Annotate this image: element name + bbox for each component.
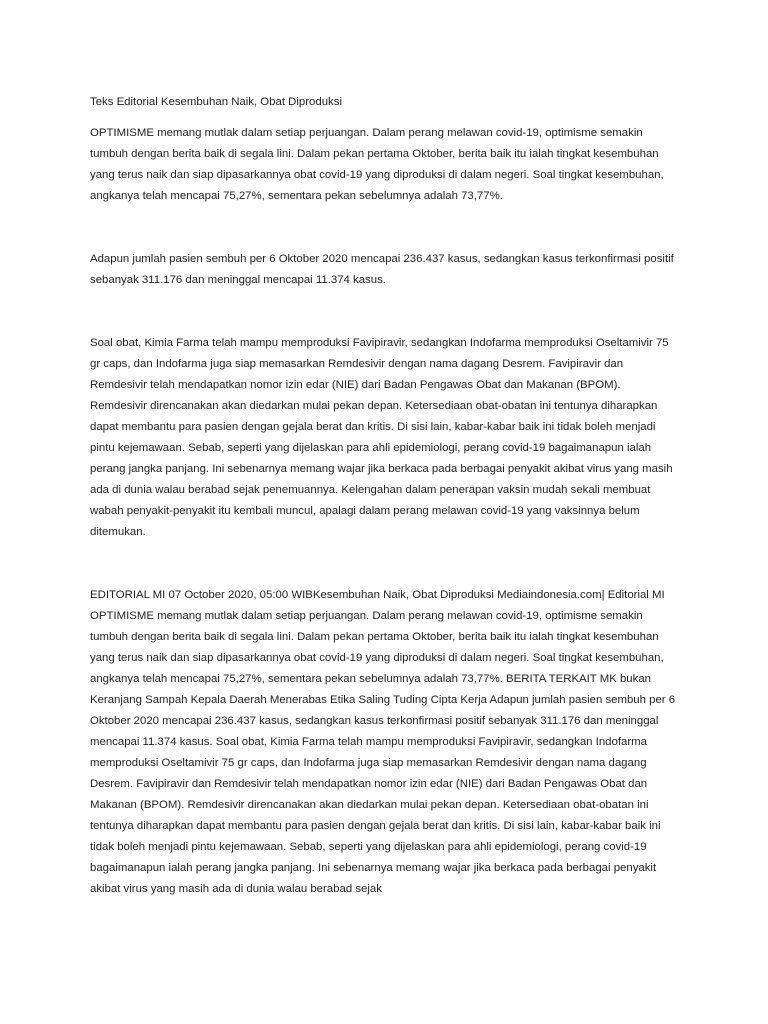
document-title: Teks Editorial Kesembuhan Naik, Obat Diproduksi — [90, 96, 342, 108]
paragraph-soal-obat: Soal obat, Kimia Farma telah mampu memproduksi Favipiravir, sedangkan Indofarma memproduksi Oseltamivir 75 gr caps, dan Indofarma juga siap memasarkan Remdesivir dengan nama dagang Desrem. Favipiravir dan Remdesivir telah mendapatkan nomor izin edar (NIE) dari Badan Pengawas Obat dan Makanan (BPOM). Remdesivir direncanakan akan diedarkan mulai pekan depan. Ketersediaan obat-obatan ini tentunya diharapkan dapat membantu para pasien dengan gejala berat dan kritis. Di sisi lain, kabar-kabar baik ini tidak boleh menjadi pintu kejemawaan. Sebab, seperti yang dijelaskan para ahli epidemiologi, perang covid-19 bagaimanapun ialah perang jangka panjang. Ini sebenarnya memang wajar jika berkaca pada berbagai penyakit akibat virus yang masih ada di dunia walau berabad sejak penemuannya. Kelengahan dalam penerapan vaksin mudah sekali membuat wabah penyakit-penyakit itu kembali muncul, apalagi dalam perang melawan covid-19 yang vaksinnya belum ditemukan. — [90, 337, 673, 538]
paragraph-optimisme: OPTIMISME memang mutlak dalam setiap perjuangan. Dalam perang melawan covid-19, optimisme semakin tumbuh dengan berita baik di segala lini. Dalam pekan pertama Oktober, berita baik itu ialah tingkat kesembuhan yang terus naik dan siap dipasarkannya obat covid-19 yang diproduksi di dalam negeri. Soal tingkat kesembuhan, angkanya telah mencapai 75,27%, sementara pekan sebelumnya adalah 73,77%. — [90, 127, 664, 202]
paragraph-jumlah-pasien: Adapun jumlah pasien sembuh per 6 Oktober 2020 mencapai 236.437 kasus, sedangkan kasus terkonfirmasi positif sebanyak 311.176 dan meninggal mencapai 11.374 kasus. — [90, 253, 674, 286]
paragraph-spacer — [90, 207, 680, 249]
paragraph-spacer — [90, 291, 680, 333]
paragraph-spacer — [90, 543, 680, 585]
document-page — [90, 92, 680, 900]
paragraph-editorial-mi: EDITORIAL MI 07 October 2020, 05:00 WIBKesembuhan Naik, Obat Diproduksi Mediaindonesia.com| Editorial MI OPTIMISME memang mutlak dalam setiap perjuangan. Dalam perang melawan covid-19, optimisme semakin tumbuh dengan berita baik di segala lini. Dalam pekan pertama Oktober, berita baik itu ialah tingkat kesembuhan yang terus naik dan siap dipasarkannya obat covid-19 yang diproduksi di dalam negeri. Soal tingkat kesembuhan, angkanya telah mencapai 75,27%, sementara pekan sebelumnya adalah 73,77%. BERITA TERKAIT MK bukan Keranjang Sampah Kepala Daerah Menerabas Etika Saling Tuding Cipta Kerja Adapun jumlah pasien sembuh per 6 Oktober 2020 mencapai 236.437 kasus, sedangkan kasus terkonfirmasi positif sebanyak 311.176 dan meninggal mencapai 11.374 kasus. Soal obat, Kimia Farma telah mampu memproduksi Favipiravir, sedangkan Indofarma memproduksi Oseltamivir 75 gr caps, dan Indofarma juga siap memasarkan Remdesivir dengan nama dagang Desrem. Favipiravir dan Remdesivir telah mendapatkan nomor izin edar (NIE) dari Badan Pengawas Obat dan Makanan (BPOM). Remdesivir direncanakan akan diedarkan mulai pekan depan. Ketersediaan obat-obatan ini tentunya diharapkan dapat membantu para pasien dengan gejala berat dan kritis. Di sisi lain, kabar-kabar baik ini tidak boleh menjadi pintu kejemawaan. Sebab, seperti yang dijelaskan para ahli epidemiologi, perang covid-19 bagaimanapun ialah perang jangka panjang. Ini sebenarnya memang wajar jika berkaca pada berbagai penyakit akibat virus yang masih ada di dunia walau berabad sejak — [90, 589, 676, 895]
